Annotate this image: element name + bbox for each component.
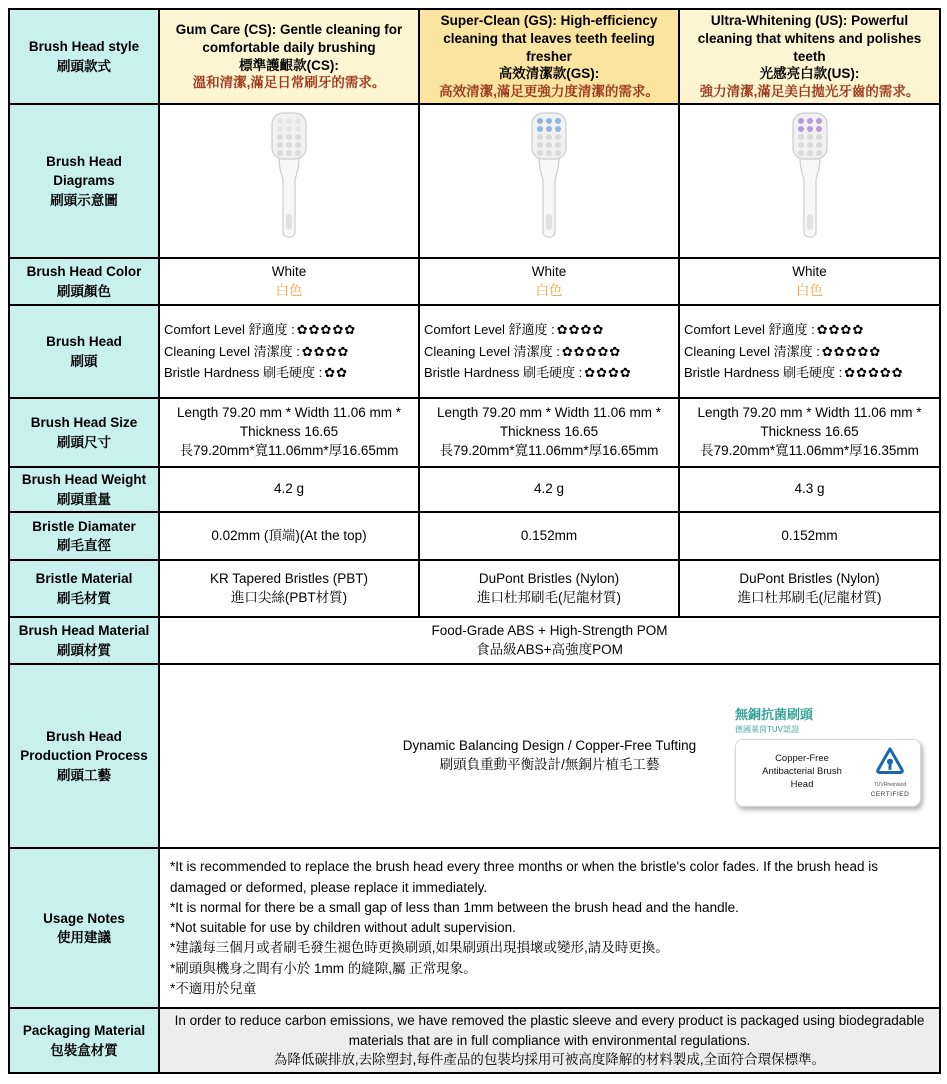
badge-card-text: Copper-Free Antibacterial Brush Head — [762, 753, 842, 790]
row-label-packaging-zh: 包裝盒材質 — [50, 1042, 118, 1058]
rating-label: Bristle Hardness 刷毛硬度 : — [684, 365, 843, 381]
rating-stars: ✿✿✿✿ — [301, 343, 350, 359]
cell-head-material-all — [159, 617, 940, 664]
tuv-certification-badge — [735, 706, 921, 806]
head-material-zh: 食品級ABS+高強度POM — [476, 641, 623, 657]
cell-diagram-gum-care — [159, 104, 419, 258]
cell-color-ultra-whitening — [679, 258, 940, 305]
row-label-bristle-material-zh: 刷毛材質 — [57, 590, 111, 606]
rating-label: Comfort Level 舒適度 : — [684, 322, 815, 338]
cell-usage-notes — [159, 848, 940, 1008]
row-label-diagrams-zh: 刷頭示意圖 — [50, 192, 118, 208]
head-material-en: Food-Grade ABS + High-Strength POM — [431, 622, 668, 638]
row-label-size-zh: 刷頭尺寸 — [57, 434, 111, 450]
bristle-material-zh: 進口杜邦刷毛(尼龍材質) — [737, 589, 882, 605]
cell-bristle-material-gum-care — [159, 560, 419, 617]
row-label-diameter — [9, 512, 159, 560]
row-label-brush-head-zh: 刷頭 — [70, 353, 98, 369]
product-header-en: Ultra-Whitening (US): Powerful cleaning that whitens and polishes teeth — [697, 13, 922, 64]
packaging-zh: 為降低碳排放,去除塑封,每件產品的包裝均採用可被高度降解的材料製成,全面符合環保標準。 — [273, 1052, 826, 1068]
row-label-process-en: Brush Head Production Process — [20, 728, 148, 764]
product-header-en: Gum Care (CS): Gentle cleaning for comfortable daily brushing — [175, 21, 403, 55]
row-label-color-zh: 刷頭顏色 — [57, 283, 111, 299]
brush-head-spec-table — [8, 8, 941, 1074]
usage-note: *不適用於兒童 — [170, 980, 257, 996]
rating-label: Cleaning Level 清潔度 : — [164, 343, 300, 359]
row-label-diameter-en: Bristle Diamater — [32, 518, 136, 534]
row-label-diameter-zh: 刷毛直徑 — [57, 538, 111, 554]
cell-ratings-gum-care — [159, 305, 419, 398]
row-label-weight-zh: 刷頭重量 — [57, 491, 111, 507]
row-label-head-material-en: Brush Head Material — [18, 623, 150, 639]
rating-label: Bristle Hardness 刷毛硬度 : — [424, 365, 583, 381]
color-value-zh: 白色 — [275, 282, 303, 298]
rating-stars: ✿✿✿✿ — [556, 322, 605, 338]
brush-head-diagram-icon — [774, 110, 846, 252]
cell-color-super-clean — [419, 258, 679, 305]
rating-line-comfort — [424, 319, 676, 340]
row-label-usage-en: Usage Notes — [43, 910, 125, 926]
rating-stars: ✿✿✿✿ — [584, 365, 632, 381]
product-header-zh-name: 標準護齦款(CS): — [239, 57, 339, 73]
row-label-size-en: Brush Head Size — [30, 415, 138, 430]
rating-stars: ✿✿✿✿✿ — [561, 343, 622, 359]
color-value-zh: 白色 — [535, 282, 563, 298]
diameter-row — [9, 512, 940, 560]
badge-card — [735, 738, 921, 806]
bristle-material-zh: 進口杜邦刷毛(尼龍材質) — [477, 589, 621, 605]
rating-line-cleaning — [424, 341, 676, 362]
rating-label: Comfort Level 舒適度 : — [164, 322, 295, 338]
product-header-zh-name: 高效清潔款(GS): — [498, 66, 600, 82]
tuv-triangle-icon — [875, 745, 905, 775]
cell-weight-ultra-whitening: 4.3 g — [679, 467, 940, 512]
size-value-en: Length 79.20 mm * Width 11.06 mm * Thickness 16.65 — [176, 405, 402, 440]
usage-note: *刷頭與機身之間有小於 1mm 的縫隙,屬 正常現象。 — [170, 960, 477, 976]
bristle-material-en: DuPont Bristles (Nylon) — [739, 570, 880, 586]
cell-weight-super-clean: 4.2 g — [419, 467, 679, 512]
rating-stars: ✿✿ — [324, 365, 348, 381]
usage-note: *It is normal for there be a small gap of less than 1mm between the brush head and the handle. — [170, 899, 739, 915]
weight-row — [9, 467, 940, 512]
row-label-bristle-material-en: Bristle Material — [35, 571, 133, 587]
rating-label: Bristle Hardness 刷毛硬度 : — [164, 365, 323, 381]
packaging-row — [9, 1008, 940, 1073]
size-value-zh: 長79.20mm*寬11.06mm*厚16.35mm — [700, 443, 919, 458]
rating-line-hardness — [684, 362, 937, 383]
color-value-en: White — [531, 263, 567, 279]
cell-bristle-material-super-clean — [419, 560, 679, 617]
product-header-zh-desc: 高效清潔,滿足更強力度清潔的需求。 — [439, 84, 659, 100]
product-header-gum-care — [159, 9, 419, 104]
rating-line-cleaning — [164, 341, 416, 362]
certified-label: CERTIFIED — [870, 791, 910, 799]
bristle-material-en: KR Tapered Bristles (PBT) — [209, 570, 369, 586]
cell-size-ultra-whitening — [679, 398, 940, 467]
brush-head-diagram-icon — [513, 110, 585, 252]
brush-head-diagram-icon — [253, 110, 325, 252]
product-header-super-clean — [419, 9, 679, 104]
tuv-rheinland-logo-icon — [867, 745, 913, 799]
product-header-zh-desc: 溫和清潔,滿足日常刷牙的需求。 — [192, 75, 386, 91]
row-label-usage — [9, 848, 159, 1008]
usage-note: *Not suitable for use by children without adult supervision. — [170, 920, 516, 936]
ratings-row — [9, 305, 940, 398]
row-label-diagrams-en: Brush Head Diagrams — [46, 153, 122, 189]
cell-size-gum-care — [159, 398, 419, 467]
cell-weight-gum-care: 4.2 g — [159, 467, 419, 512]
row-label-brush-head-en: Brush Head — [46, 334, 122, 349]
cell-diagram-ultra-whitening — [679, 104, 940, 258]
cell-color-gum-care — [159, 258, 419, 305]
product-header-ultra-whitening — [679, 9, 940, 104]
rating-stars: ✿✿✿✿ — [816, 322, 865, 338]
rating-line-hardness — [424, 362, 676, 383]
size-value-en: Length 79.20 mm * Width 11.06 mm * Thickness 16.65 — [697, 405, 922, 440]
product-header-zh-name: 光感亮白款(US): — [759, 66, 860, 82]
process-en: Dynamic Balancing Design / Copper-Free Tufting — [402, 738, 697, 754]
size-row — [9, 398, 940, 467]
process-row — [9, 664, 940, 848]
color-value-en: White — [792, 263, 827, 279]
row-label-brush-head — [9, 305, 159, 398]
rating-stars: ✿✿✿✿✿ — [821, 343, 882, 359]
cell-size-super-clean — [419, 398, 679, 467]
diagrams-row — [9, 104, 940, 258]
cell-process-all — [159, 664, 940, 848]
usage-note: *It is recommended to replace the brush head every three months or when the bristle's color fades. If the brush head is damaged or deformed, please replace it immediately. — [170, 859, 878, 895]
badge-title: 無銅抗菌刷頭 — [735, 707, 814, 723]
cell-diameter-ultra-whitening: 0.152mm — [679, 512, 940, 560]
rating-line-hardness — [164, 362, 416, 383]
row-label-packaging — [9, 1008, 159, 1073]
rating-line-cleaning — [684, 341, 937, 362]
cell-diameter-gum-care: 0.02mm (頂端)(At the top) — [159, 512, 419, 560]
row-label-style-zh: 刷頭款式 — [57, 58, 111, 74]
row-label-usage-zh: 使用建議 — [57, 930, 111, 946]
size-value-en: Length 79.20 mm * Width 11.06 mm * Thickness 16.65 — [436, 405, 662, 440]
cell-packaging — [159, 1008, 940, 1073]
color-value-en: White — [271, 263, 307, 279]
row-label-head-material-zh: 刷頭材質 — [57, 642, 111, 658]
rating-label: Cleaning Level 清潔度 : — [424, 343, 560, 359]
row-label-packaging-en: Packaging Material — [22, 1022, 146, 1038]
rating-stars: ✿✿✿✿✿ — [844, 365, 904, 381]
row-label-weight-en: Brush Head Weight — [21, 472, 147, 488]
rating-label: Cleaning Level 清潔度 : — [684, 343, 820, 359]
bristle-material-en: DuPont Bristles (Nylon) — [478, 570, 620, 586]
rating-line-comfort — [684, 319, 937, 340]
cell-bristle-material-ultra-whitening — [679, 560, 940, 617]
product-header-en: Super-Clean (GS): High-efficiency cleaning that leaves teeth feeling fresher — [440, 13, 658, 64]
logo-name: TÜVRheinland — [873, 782, 907, 789]
usage-note: *建議每三個月或者刷毛發生褪色時更換刷頭,如果刷頭出現損壞或變形,請及時更換。 — [170, 940, 669, 956]
size-value-zh: 長79.20mm*寬11.06mm*厚16.65mm — [179, 443, 399, 458]
cell-diameter-super-clean: 0.152mm — [419, 512, 679, 560]
row-label-bristle-material — [9, 560, 159, 617]
color-row — [9, 258, 940, 305]
row-label-color-en: Brush Head Color — [26, 264, 142, 279]
row-label-weight — [9, 467, 159, 512]
usage-row — [9, 848, 940, 1008]
badge-subtitle: 德國萊茵TUV認證 — [735, 725, 799, 735]
bristle-material-zh: 進口尖絲(PBT材質) — [230, 589, 348, 605]
row-label-process — [9, 664, 159, 848]
cell-ratings-super-clean — [419, 305, 679, 398]
header-row — [9, 9, 940, 104]
color-value-zh: 白色 — [796, 282, 823, 298]
bristle-material-row — [9, 560, 940, 617]
size-value-zh: 長79.20mm*寬11.06mm*厚16.65mm — [439, 443, 659, 458]
row-label-size — [9, 398, 159, 467]
row-label-style — [9, 9, 159, 104]
cell-ratings-ultra-whitening — [679, 305, 940, 398]
row-label-color — [9, 258, 159, 305]
rating-stars: ✿✿✿✿✿ — [296, 322, 357, 338]
row-label-style-en: Brush Head style — [28, 38, 140, 54]
rating-line-comfort — [164, 319, 416, 340]
rating-label: Comfort Level 舒適度 : — [424, 322, 555, 338]
product-header-zh-desc: 強力清潔,滿足美白拋光牙齒的需求。 — [699, 84, 920, 100]
packaging-en: In order to reduce carbon emissions, we have removed the plastic sleeve and every product is packaged using biodegradable materials that are in full compliance with environmental regulations. — [174, 1013, 925, 1048]
process-zh: 刷頭負重動平衡設計/無銅片植毛工藝 — [439, 757, 660, 773]
row-label-process-zh: 刷頭工藝 — [57, 767, 111, 783]
head-material-row — [9, 617, 940, 664]
cell-diagram-super-clean — [419, 104, 679, 258]
row-label-head-material — [9, 617, 159, 664]
row-label-diagrams — [9, 104, 159, 258]
